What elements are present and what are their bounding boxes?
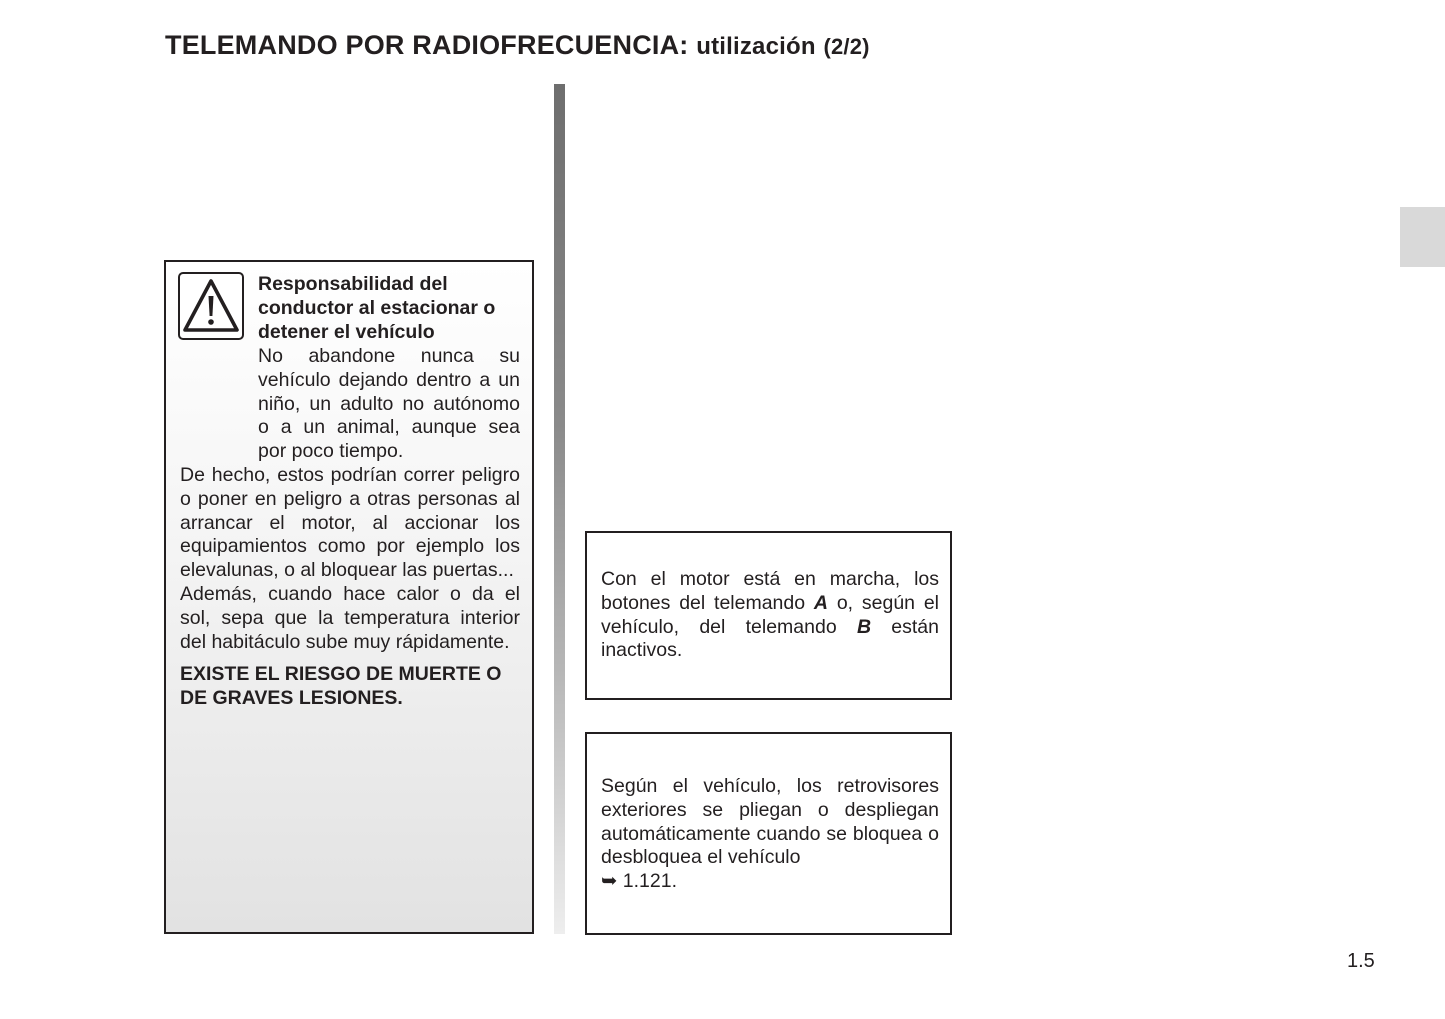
warning-paragraph: No abandone nunca su vehículo dejando dentro a un niño, un adulto no autónomo o a un animal, aunque sea por poco tiempo. <box>258 345 520 463</box>
note-box-remote-inactive <box>585 531 952 700</box>
title-main: TELEMANDO POR RADIOFRECUENCIA: <box>165 30 689 60</box>
arrow-icon: ➥ <box>601 870 618 893</box>
warning-risk: EXISTE EL RIESGO DE MUERTE O DE GRAVES LESIONES. <box>180 663 502 710</box>
warning-paragraph: De hecho, estos podrían correr peligro o poner en peligro a otras personas al arrancar el motor, al accionar los equipamientos como por ejemplo los elevalunas, o al bloquear las puertas... <box>180 463 520 582</box>
warning-body <box>180 345 520 711</box>
page-title <box>165 30 870 61</box>
warning-triangle-icon <box>178 272 244 340</box>
note-text: Según el vehículo, los retrovisores exteriores se pliegan o despliegan automáticamente cuando se bloquea o desbloquea el vehículo ➥ 1.121. <box>601 775 939 893</box>
page-reference: 1.121. <box>622 870 677 893</box>
note-box-mirrors <box>585 732 952 935</box>
label-a: A <box>813 591 828 614</box>
warning-box <box>164 260 534 934</box>
warning-paragraph: Además, cuando hace calor o da el sol, sepa que la temperatura interior del habitáculo sube muy rápidamente. <box>180 582 520 653</box>
title-sub: utilización <box>696 33 816 60</box>
section-tab <box>1400 207 1445 267</box>
title-part: (2/2) <box>823 34 870 59</box>
page-number: 1.5 <box>1347 950 1375 972</box>
note-text: Con el motor está en marcha, los botones del telemando A o, según el vehículo, del telemando B están inactivos. <box>601 568 939 662</box>
column-divider <box>554 84 565 934</box>
label-b: B <box>856 615 872 638</box>
warning-title: Responsabilidad del conductor al estacionar o detener el vehículo <box>258 273 496 343</box>
